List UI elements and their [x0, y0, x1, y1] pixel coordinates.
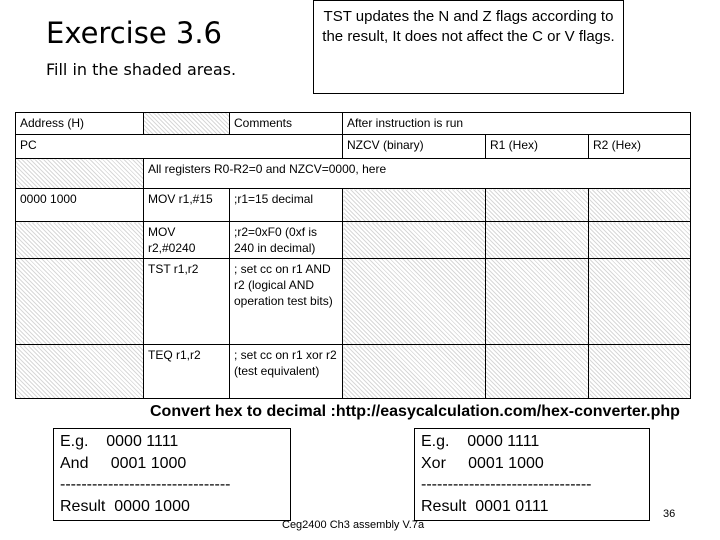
header-address: Address (H) — [16, 113, 144, 135]
row-instruction: TST r1,r2 — [144, 259, 230, 345]
row-comment: ; set cc on r1 AND r2 (logical AND operation test bits) — [230, 259, 343, 345]
convert-note: Convert hex to decimal :http://easycalculation.com/hex-converter.php — [150, 403, 680, 420]
shaded-cell-r1 — [486, 189, 589, 222]
shaded-cell-r2 — [589, 222, 691, 259]
header-comments: Comments — [230, 113, 343, 135]
shaded-cell — [144, 113, 230, 135]
instruction-table — [15, 112, 691, 399]
shaded-cell — [16, 159, 144, 189]
shaded-cell-nzcv — [343, 222, 486, 259]
footer-text: Ceg2400 Ch3 assembly V.7a — [282, 519, 425, 531]
shaded-cell-r1 — [486, 345, 589, 399]
page-number: 36 — [663, 508, 676, 520]
row-comment: ; set cc on r1 xor r2 (test equivalent) — [230, 345, 343, 399]
header-r1: R1 (Hex) — [486, 135, 589, 159]
header-nzcv: NZCV (binary) — [343, 135, 486, 159]
slide-title: Exercise 3.6 — [46, 16, 223, 50]
shaded-cell-nzcv — [343, 259, 486, 345]
row-instruction: TEQ r1,r2 — [144, 345, 230, 399]
shaded-cell-r1 — [486, 222, 589, 259]
shaded-cell-address — [16, 345, 144, 399]
shaded-cell-r1 — [486, 259, 589, 345]
shaded-cell-r2 — [589, 345, 691, 399]
row-comment: ;r1=15 decimal — [230, 189, 343, 222]
note-box: TST updates the N and Z flags according to the result, It does not affect the C or V flags. — [313, 0, 624, 94]
row-instruction: MOV r1,#15 — [144, 189, 230, 222]
shaded-cell-nzcv — [343, 189, 486, 222]
row-address: 0000 1000 — [16, 189, 144, 222]
shaded-cell-address — [16, 259, 144, 345]
example-xor: E.g. 0000 1111 Xor 0001 1000 -------------------------------- Result 0001 0111 — [414, 428, 650, 521]
header-pc: PC — [16, 135, 343, 159]
shaded-cell-nzcv — [343, 345, 486, 399]
shaded-cell-r2 — [589, 189, 691, 222]
row-comment: ;r2=0xF0 (0xf is 240 in decimal) — [230, 222, 343, 259]
row-instruction: MOV r2,#0240 — [144, 222, 230, 259]
shaded-cell-r2 — [589, 259, 691, 345]
shaded-cell-address — [16, 222, 144, 259]
example-and: E.g. 0000 1111 And 0001 1000 -------------------------------- Result 0000 1000 — [53, 428, 291, 521]
header-after: After instruction is run — [343, 113, 691, 135]
slide-subtitle: Fill in the shaded areas. — [46, 60, 237, 79]
header-r2: R2 (Hex) — [589, 135, 691, 159]
initial-state: All registers R0-R2=0 and NZCV=0000, here — [144, 159, 691, 189]
